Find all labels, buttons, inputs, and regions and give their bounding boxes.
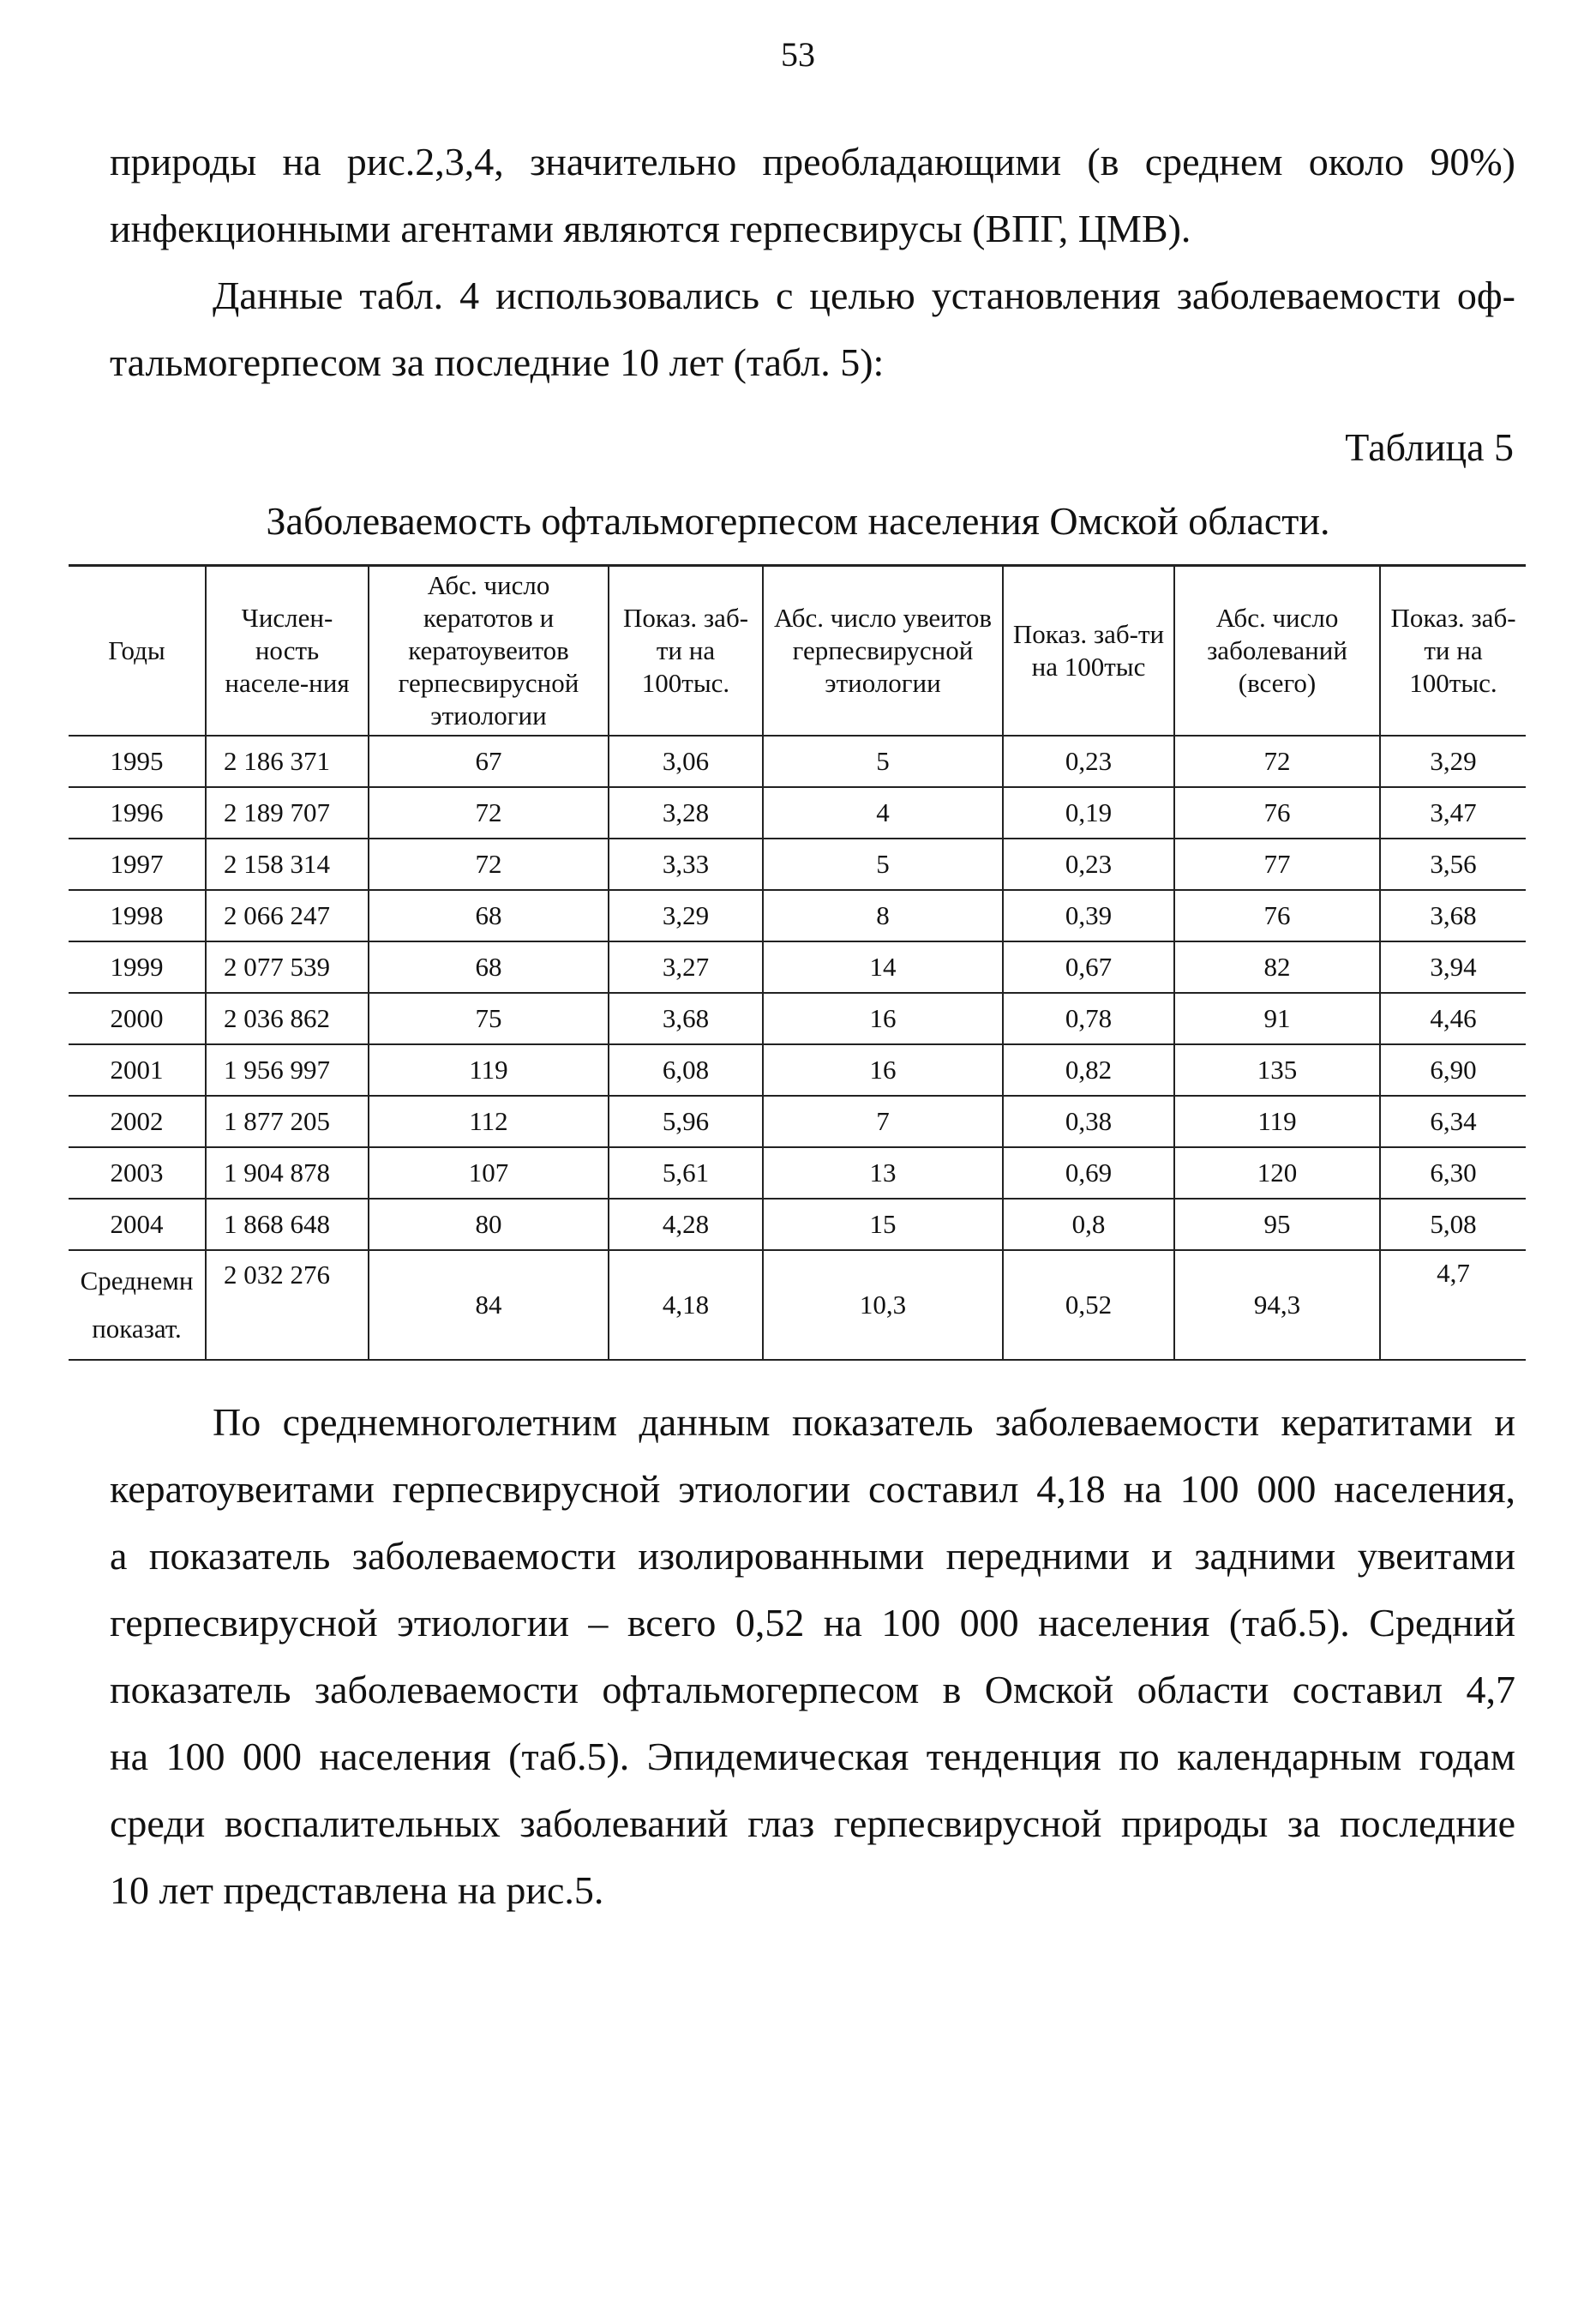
table-cell: 112 (369, 1096, 609, 1147)
table-cell: 72 (369, 839, 609, 890)
conclusion-line: на 100 000 населения (таб.5). Эпидемическая тенденция по календарным годам (110, 1735, 1515, 1778)
intro-line: Данные табл. 4 использовались с целью установления заболеваемости оф- (213, 274, 1515, 317)
table-cell: 0,19 (1003, 787, 1174, 839)
table-cell: 2 158 314 (206, 839, 369, 890)
table-cell: 3,33 (609, 839, 763, 890)
table-cell: 3,68 (1380, 890, 1526, 941)
intro-paragraph (110, 129, 1515, 396)
table-cell: 119 (1174, 1096, 1380, 1147)
header-cell: Показ. заб-ти на 100тыс. (1380, 566, 1526, 737)
table-row (69, 890, 1526, 941)
table-cell: 4 (763, 787, 1003, 839)
table-cell: 2 032 276 (206, 1250, 369, 1360)
table-cell: 5,96 (609, 1096, 763, 1147)
table-cell: 16 (763, 993, 1003, 1044)
table-cell: 3,47 (1380, 787, 1526, 839)
table-cell: 1 956 997 (206, 1044, 369, 1096)
table-cell: 16 (763, 1044, 1003, 1096)
table-cell: 84 (369, 1250, 609, 1360)
table-cell: 4,46 (1380, 993, 1526, 1044)
table-cell: 6,34 (1380, 1096, 1526, 1147)
header-cell: Абс. число кератотов и кератоувеитов герпесвирусной этиологии (369, 566, 609, 737)
year-cell: 1999 (69, 941, 206, 993)
year-cell: 2003 (69, 1147, 206, 1199)
table-cell: 76 (1174, 787, 1380, 839)
header-cell: Показ. заб-ти на 100тыс (1003, 566, 1174, 737)
table-cell: 95 (1174, 1199, 1380, 1250)
table-row (69, 1147, 1526, 1199)
table-cell: 107 (369, 1147, 609, 1199)
table-cell: 0,8 (1003, 1199, 1174, 1250)
table-cell: 6,30 (1380, 1147, 1526, 1199)
table-cell: 94,3 (1174, 1250, 1380, 1360)
table-cell: 2 036 862 (206, 993, 369, 1044)
table-cell: 13 (763, 1147, 1003, 1199)
table-row (69, 839, 1526, 890)
conclusion-line: среди воспалительных заболеваний глаз герпесвирусной природы за последние (110, 1801, 1515, 1845)
year-cell: 2000 (69, 993, 206, 1044)
table-body (69, 736, 1526, 1360)
table-cell: 0,39 (1003, 890, 1174, 941)
table-cell: 67 (369, 736, 609, 787)
table-cell: 4,28 (609, 1199, 763, 1250)
table-cell: 0,23 (1003, 736, 1174, 787)
table-cell: 2 189 707 (206, 787, 369, 839)
average-label: Среднемн показат. (69, 1250, 206, 1360)
table-row (69, 993, 1526, 1044)
table-cell: 4,7 (1380, 1250, 1526, 1360)
table-cell: 3,29 (609, 890, 763, 941)
table-header-row (69, 566, 1526, 737)
table-cell: 7 (763, 1096, 1003, 1147)
table-cell: 14 (763, 941, 1003, 993)
table-cell: 3,56 (1380, 839, 1526, 890)
table-cell: 0,38 (1003, 1096, 1174, 1147)
table-cell: 80 (369, 1199, 609, 1250)
table-cell: 120 (1174, 1147, 1380, 1199)
table-cell: 68 (369, 941, 609, 993)
table-label: Таблица 5 (1345, 425, 1514, 469)
table-cell: 0,82 (1003, 1044, 1174, 1096)
conclusion-line: кератоувеитами герпесвирусной этиологии составил 4,18 на 100 000 населения, (110, 1467, 1515, 1511)
table-row (69, 1044, 1526, 1096)
table-cell: 0,23 (1003, 839, 1174, 890)
intro-line: тальмогерпесом за последние 10 лет (табл. 5): (110, 340, 885, 384)
page-number: 53 (781, 35, 815, 74)
table-cell: 3,28 (609, 787, 763, 839)
header-cell: Показ. заб-ти на 100тыс. (609, 566, 763, 737)
table-cell: 0,52 (1003, 1250, 1174, 1360)
year-cell: 1995 (69, 736, 206, 787)
table-cell: 15 (763, 1199, 1003, 1250)
table-cell: 72 (369, 787, 609, 839)
table-cell: 8 (763, 890, 1003, 941)
table-cell: 68 (369, 890, 609, 941)
table-cell: 5,61 (609, 1147, 763, 1199)
conclusion-line: По среднемноголетним данным показатель заболеваемости кератитами и (213, 1400, 1515, 1444)
table-cell: 3,27 (609, 941, 763, 993)
table-cell: 82 (1174, 941, 1380, 993)
table-row (69, 787, 1526, 839)
year-cell: 1996 (69, 787, 206, 839)
conclusion-line: герпесвирусной этиологии – всего 0,52 на 100 000 населения (таб.5). Средний (110, 1601, 1515, 1645)
conclusion-paragraph (110, 1389, 1515, 1924)
intro-line: инфекционными агентами являются герпесвирусы (ВПГ, ЦМВ). (110, 207, 1191, 250)
table-cell: 91 (1174, 993, 1380, 1044)
table-cell: 72 (1174, 736, 1380, 787)
table-cell: 3,94 (1380, 941, 1526, 993)
year-cell: 2001 (69, 1044, 206, 1096)
year-cell: 2002 (69, 1096, 206, 1147)
table-cell: 0,78 (1003, 993, 1174, 1044)
table-cell: 6,90 (1380, 1044, 1526, 1096)
table-cell: 77 (1174, 839, 1380, 890)
table-cell: 10,3 (763, 1250, 1003, 1360)
table-cell: 3,29 (1380, 736, 1526, 787)
table-row (69, 736, 1526, 787)
intro-line: природы на рис.2,3,4, значительно преобладающими (в среднем около 90%) (110, 140, 1515, 183)
year-cell: 2004 (69, 1199, 206, 1250)
table-title: Заболеваемость офтальмогерпесом населения Омской области. (266, 499, 1330, 543)
average-row (69, 1250, 1526, 1360)
conclusion-line: показатель заболеваемости офтальмогерпесом в Омской области составил 4,7 (110, 1668, 1515, 1711)
header-cell: Годы (69, 566, 206, 737)
table-cell: 0,69 (1003, 1147, 1174, 1199)
conclusion-line: 10 лет представлена на рис.5. (110, 1868, 604, 1912)
table-cell: 2 066 247 (206, 890, 369, 941)
header-cell: Числен-ность населе-ния (206, 566, 369, 737)
table-cell: 1 877 205 (206, 1096, 369, 1147)
table-cell: 1 904 878 (206, 1147, 369, 1199)
table-cell: 5 (763, 839, 1003, 890)
table-cell: 76 (1174, 890, 1380, 941)
conclusion-line: а показатель заболеваемости изолированными передними и задними увеитами (110, 1534, 1515, 1578)
year-cell: 1997 (69, 839, 206, 890)
table-cell: 5 (763, 736, 1003, 787)
header-cell: Абс. число заболеваний (всего) (1174, 566, 1380, 737)
table-cell: 2 077 539 (206, 941, 369, 993)
table-cell: 6,08 (609, 1044, 763, 1096)
table-row (69, 1199, 1526, 1250)
year-cell: 1998 (69, 890, 206, 941)
header-cell: Абс. число увеитов герпесвирусной этиологии (763, 566, 1003, 737)
table-cell: 1 868 648 (206, 1199, 369, 1250)
table-cell: 0,67 (1003, 941, 1174, 993)
table-row (69, 941, 1526, 993)
table-cell: 75 (369, 993, 609, 1044)
table-cell: 3,06 (609, 736, 763, 787)
table-row (69, 1096, 1526, 1147)
table-cell: 119 (369, 1044, 609, 1096)
table-cell: 5,08 (1380, 1199, 1526, 1250)
table-cell: 2 186 371 (206, 736, 369, 787)
incidence-table (69, 564, 1526, 1361)
table-cell: 135 (1174, 1044, 1380, 1096)
table-cell: 3,68 (609, 993, 763, 1044)
table-cell: 4,18 (609, 1250, 763, 1360)
